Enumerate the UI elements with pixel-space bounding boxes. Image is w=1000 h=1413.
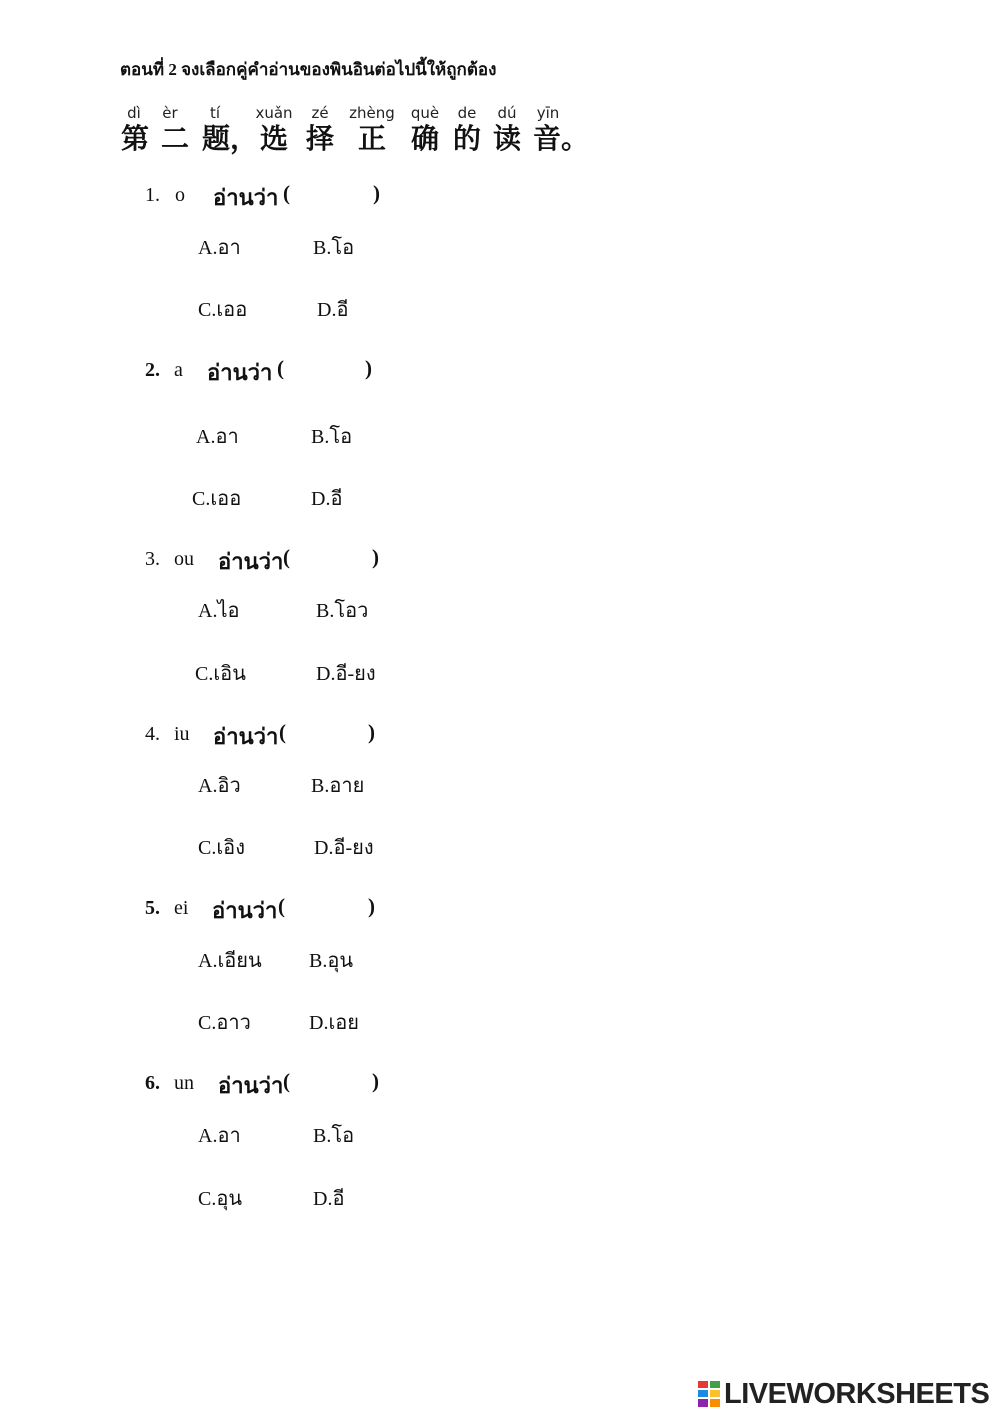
- question-number: 4.: [145, 723, 160, 745]
- option-c[interactable]: C.เออ: [198, 299, 248, 321]
- answer-paren-open: (: [283, 1069, 290, 1093]
- question-pinyin: o: [175, 184, 185, 206]
- pinyin-syllable: zhèng: [349, 104, 395, 122]
- hanzi-character: 第: [120, 122, 150, 155]
- question-pinyin: un: [174, 1072, 194, 1094]
- answer-paren-close: ): [368, 720, 375, 744]
- option-c[interactable]: C.เอิน: [195, 663, 246, 685]
- hanzi-character: 二: [160, 122, 190, 155]
- question-pinyin: ou: [174, 548, 194, 570]
- option-a[interactable]: A.อา: [196, 426, 239, 448]
- pinyin-syllable: què: [410, 104, 440, 122]
- logo-block: [698, 1381, 708, 1388]
- option-c[interactable]: C.เออ: [192, 488, 242, 510]
- pinyin-syllable: de: [457, 104, 477, 122]
- question-reads-label: อ่านว่า: [218, 1073, 284, 1098]
- question-reads-label: อ่านว่า: [207, 360, 273, 385]
- logo-block: [710, 1381, 720, 1388]
- question-number: 5.: [145, 897, 160, 919]
- hanzi-character: 音。: [532, 122, 590, 155]
- question-reads-label: อ่านว่า: [218, 549, 284, 574]
- option-d[interactable]: D.อี: [311, 488, 343, 510]
- hanzi-character: 读: [492, 122, 522, 155]
- liveworksheets-logo: [697, 1377, 989, 1411]
- logo-block: [698, 1390, 708, 1397]
- question-reads-label: อ่านว่า: [213, 724, 279, 749]
- answer-paren-open: (: [277, 356, 284, 380]
- answer-paren-close: ): [372, 545, 379, 569]
- option-a[interactable]: A.เอียน: [198, 950, 262, 972]
- pinyin-syllable: zé: [311, 104, 329, 122]
- pinyin-syllable: tí: [209, 104, 221, 122]
- answer-paren-close: ): [365, 356, 372, 380]
- option-b[interactable]: B.โอว: [316, 600, 369, 622]
- option-d[interactable]: D.เอย: [309, 1012, 360, 1034]
- option-a[interactable]: A.อา: [198, 1125, 241, 1147]
- option-b[interactable]: B.อุน: [309, 950, 354, 972]
- answer-paren-open: (: [283, 545, 290, 569]
- pinyin-syllable: èr: [162, 104, 178, 122]
- option-b[interactable]: B.โอ: [313, 1125, 355, 1147]
- option-a[interactable]: A.ไอ: [198, 600, 240, 622]
- hanzi-character: 的: [452, 122, 482, 155]
- question-pinyin: a: [174, 359, 183, 381]
- logo-block: [710, 1390, 720, 1397]
- answer-paren-open: (: [278, 894, 285, 918]
- question-reads-label: อ่านว่า: [212, 898, 278, 923]
- hanzi-character: 择: [305, 122, 335, 155]
- option-d[interactable]: D.อี: [317, 299, 349, 321]
- instruction-heading: ตอนที่ 2 จงเลือกคู่คำอ่านของพินอินต่อไปนี้ให้ถูกต้อง: [120, 60, 497, 79]
- option-d[interactable]: D.อี: [313, 1188, 345, 1210]
- answer-paren-close: ): [368, 894, 375, 918]
- question-reads-label: อ่านว่า: [213, 185, 279, 210]
- option-a[interactable]: A.อา: [198, 237, 241, 259]
- hanzi-character: 题，: [201, 122, 259, 155]
- hanzi-character: 选: [259, 122, 289, 155]
- option-c[interactable]: C.เอิง: [198, 837, 245, 859]
- pinyin-syllable: dú: [497, 104, 517, 122]
- pinyin-syllable: yīn: [536, 104, 560, 122]
- answer-paren-open: (: [283, 181, 290, 205]
- option-c[interactable]: C.อุน: [198, 1188, 243, 1210]
- answer-paren-close: ): [373, 181, 380, 205]
- question-number: 3.: [145, 548, 160, 570]
- option-c[interactable]: C.อาว: [198, 1012, 251, 1034]
- option-a[interactable]: A.อิว: [198, 775, 241, 797]
- question-pinyin: ei: [174, 897, 189, 919]
- logo-block: [710, 1399, 720, 1407]
- liveworksheets-logo-icon: [697, 1380, 721, 1408]
- question-number: 2.: [145, 359, 160, 381]
- pinyin-syllable: xuǎn: [255, 104, 293, 122]
- option-d[interactable]: D.อี-ยง: [314, 837, 374, 859]
- option-b[interactable]: B.อาย: [311, 775, 365, 797]
- hanzi-character: 正: [357, 122, 387, 155]
- liveworksheets-wordmark: LIVEWORKSHEETS: [724, 1377, 990, 1410]
- answer-paren-close: ): [372, 1069, 379, 1093]
- question-pinyin: iu: [174, 723, 190, 745]
- option-b[interactable]: B.โอ: [311, 426, 353, 448]
- question-number: 1.: [145, 184, 160, 206]
- question-number: 6.: [145, 1072, 160, 1094]
- answer-paren-open: (: [279, 720, 286, 744]
- option-b[interactable]: B.โอ: [313, 237, 355, 259]
- logo-block: [698, 1399, 708, 1407]
- pinyin-syllable: dì: [127, 104, 141, 122]
- option-d[interactable]: D.อี-ยง: [316, 663, 376, 685]
- hanzi-character: 确: [410, 122, 440, 155]
